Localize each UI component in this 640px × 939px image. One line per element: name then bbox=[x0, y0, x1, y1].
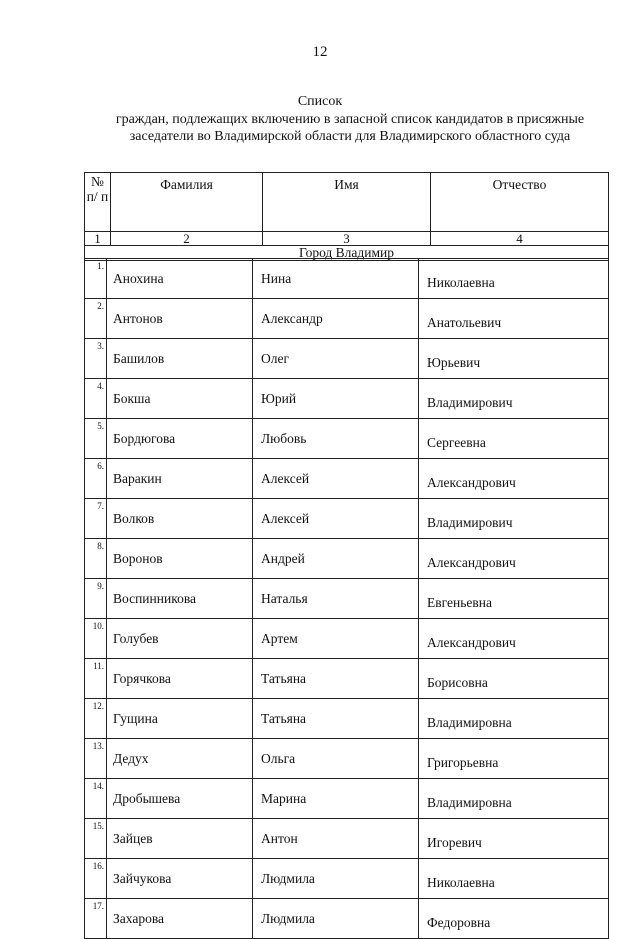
patronymic-cell: Владимировна bbox=[419, 699, 609, 739]
last-name-cell: Варакин bbox=[107, 459, 253, 499]
row-number: 17. bbox=[85, 899, 107, 939]
table-row bbox=[85, 419, 609, 459]
first-name-cell: Любовь bbox=[253, 419, 419, 459]
patronymic-cell: Александрович bbox=[419, 459, 609, 499]
patronymic-cell: Евгеньевна bbox=[419, 579, 609, 619]
first-name-cell: Юрий bbox=[253, 379, 419, 419]
table-row bbox=[85, 859, 609, 899]
patronymic-cell: Борисовна bbox=[419, 659, 609, 699]
last-name-cell: Анохина bbox=[107, 259, 253, 299]
last-name-cell: Зайчукова bbox=[107, 859, 253, 899]
patronymic-cell: Анатольевич bbox=[419, 299, 609, 339]
patronymic-cell: Николаевна bbox=[419, 859, 609, 899]
first-name-cell: Александр bbox=[253, 299, 419, 339]
last-name-cell: Воспинникова bbox=[107, 579, 253, 619]
column-index: 4 bbox=[431, 232, 609, 246]
last-name-cell: Башилов bbox=[107, 339, 253, 379]
last-name-cell: Гущина bbox=[107, 699, 253, 739]
last-name-cell: Голубев bbox=[107, 619, 253, 659]
row-number: 14. bbox=[85, 779, 107, 819]
row-number: 6. bbox=[85, 459, 107, 499]
patronymic-cell: Владимирович bbox=[419, 379, 609, 419]
document-title: Список bbox=[297, 94, 343, 109]
last-name-cell: Волков bbox=[107, 499, 253, 539]
header-patronymic: Отчество bbox=[431, 173, 609, 232]
row-number: 13. bbox=[85, 739, 107, 779]
first-name-cell: Людмила bbox=[253, 859, 419, 899]
first-name-cell: Татьяна bbox=[253, 699, 419, 739]
row-number: 1. bbox=[85, 259, 107, 299]
first-name-cell: Марина bbox=[253, 779, 419, 819]
last-name-cell: Горячкова bbox=[107, 659, 253, 699]
first-name-cell: Олег bbox=[253, 339, 419, 379]
last-name-cell: Захарова bbox=[107, 899, 253, 939]
table-row bbox=[85, 739, 609, 779]
row-number: 7. bbox=[85, 499, 107, 539]
people-table bbox=[84, 258, 609, 939]
table-row bbox=[85, 539, 609, 579]
patronymic-cell: Сергеевна bbox=[419, 419, 609, 459]
patronymic-cell: Александрович bbox=[419, 619, 609, 659]
first-name-cell: Ольга bbox=[253, 739, 419, 779]
patronymic-cell: Юрьевич bbox=[419, 339, 609, 379]
row-number: 3. bbox=[85, 339, 107, 379]
row-number: 5. bbox=[85, 419, 107, 459]
column-index: 1 bbox=[85, 232, 111, 246]
patronymic-cell: Александрович bbox=[419, 539, 609, 579]
patronymic-cell: Николаевна bbox=[419, 259, 609, 299]
last-name-cell: Зайцев bbox=[107, 819, 253, 859]
section-title: Город Владимир bbox=[85, 246, 609, 261]
table-header bbox=[84, 172, 609, 261]
row-number: 11. bbox=[85, 659, 107, 699]
first-name-cell: Артем bbox=[253, 619, 419, 659]
patronymic-cell: Федоровна bbox=[419, 899, 609, 939]
table-row bbox=[85, 819, 609, 859]
first-name-cell: Людмила bbox=[253, 899, 419, 939]
table-row bbox=[85, 379, 609, 419]
row-number: 15. bbox=[85, 819, 107, 859]
table-row bbox=[85, 619, 609, 659]
table-row bbox=[85, 459, 609, 499]
first-name-cell: Татьяна bbox=[253, 659, 419, 699]
patronymic-cell: Владимирович bbox=[419, 499, 609, 539]
last-name-cell: Дедух bbox=[107, 739, 253, 779]
patronymic-cell: Игоревич bbox=[419, 819, 609, 859]
last-name-cell: Дробышева bbox=[107, 779, 253, 819]
first-name-cell: Антон bbox=[253, 819, 419, 859]
table-row bbox=[85, 699, 609, 739]
patronymic-cell: Владимировна bbox=[419, 779, 609, 819]
table-row bbox=[85, 259, 609, 299]
header-number: № п/ п bbox=[85, 173, 111, 232]
row-number: 9. bbox=[85, 579, 107, 619]
header-last-name: Фамилия bbox=[111, 173, 263, 232]
document-subtitle: граждан, подлежащих включению в запасной список кандидатов в присяжные заседатели во Владимирской области для Владимирского областного суда bbox=[115, 112, 585, 144]
last-name-cell: Антонов bbox=[107, 299, 253, 339]
table-row bbox=[85, 659, 609, 699]
last-name-cell: Воронов bbox=[107, 539, 253, 579]
first-name-cell: Андрей bbox=[253, 539, 419, 579]
first-name-cell: Алексей bbox=[253, 499, 419, 539]
table-row bbox=[85, 579, 609, 619]
column-index: 2 bbox=[111, 232, 263, 246]
first-name-cell: Алексей bbox=[253, 459, 419, 499]
header-row bbox=[85, 173, 609, 232]
patronymic-cell: Григорьевна bbox=[419, 739, 609, 779]
header-first-name: Имя bbox=[263, 173, 431, 232]
row-number: 12. bbox=[85, 699, 107, 739]
row-number: 2. bbox=[85, 299, 107, 339]
row-number: 4. bbox=[85, 379, 107, 419]
row-number: 16. bbox=[85, 859, 107, 899]
row-number: 8. bbox=[85, 539, 107, 579]
table-row bbox=[85, 339, 609, 379]
first-name-cell: Нина bbox=[253, 259, 419, 299]
last-name-cell: Бордюгова bbox=[107, 419, 253, 459]
first-name-cell: Наталья bbox=[253, 579, 419, 619]
column-index: 3 bbox=[263, 232, 431, 246]
table-row bbox=[85, 779, 609, 819]
table-row bbox=[85, 299, 609, 339]
table-row bbox=[85, 499, 609, 539]
row-number: 10. bbox=[85, 619, 107, 659]
page-number: 12 bbox=[312, 44, 328, 60]
last-name-cell: Бокша bbox=[107, 379, 253, 419]
column-index-row bbox=[85, 232, 609, 246]
